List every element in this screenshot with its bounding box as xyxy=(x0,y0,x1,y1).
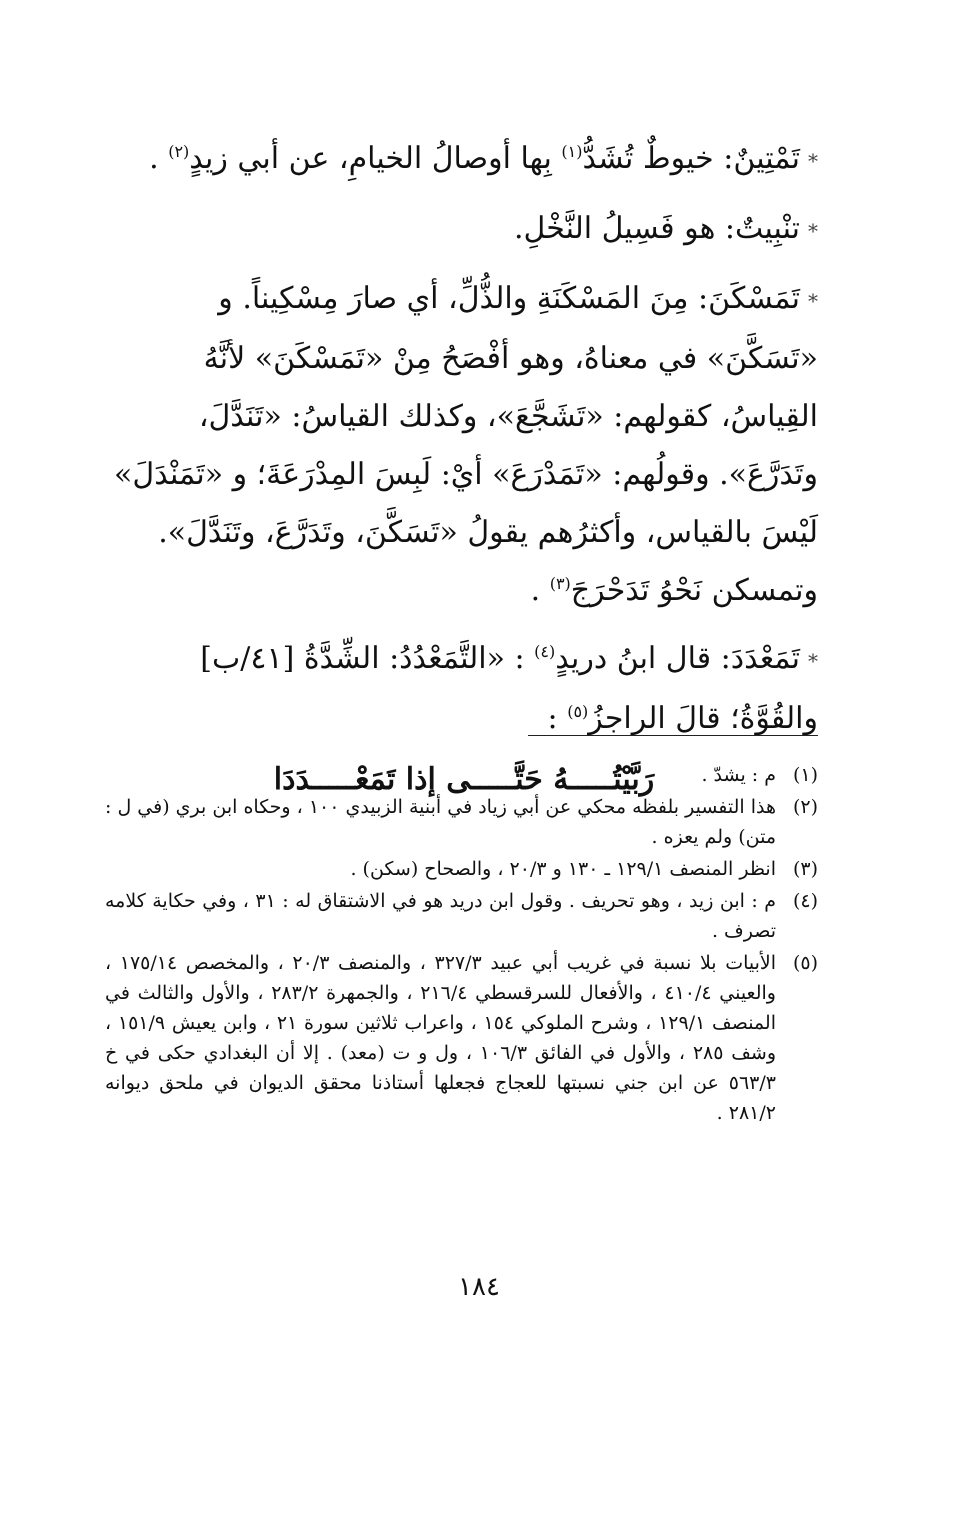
entry-tamaskana-text: *تَمَسْكَنَ: مِنَ المَسْكَنَةِ والذُّلِّ، أي صارَ مِسْكِيناً. و «تَسَكَّنَ» في معناهُ، وهو أفْصَحُ مِنْ «تَمَسْكَنَ» لأنَّهُ القِياسُ، كقولهم: «تَشَجَّعَ»، وكذلك القياسُ: «تَنَدَّلَ، وتَدَرَّعَ». وقولُهم: «تَمَدْرَعَ» أيْ: لَبِسَ المِدْرَعَةَ؛ و «تَمَنْدَلَ» لَيْسَ بالقياس، وأكثرُهم يقولُ «تَسَكَّنَ، وتَدَرَّعَ، وتَنَدَّلَ». وتمسكن نَحْوُ تَدَحْرَجَ$^{(٣)}$ . xyxy=(114,281,818,608)
entry-tamtin-text: *تَمْتِينٌ: خيوطٌ تُشَدُّ$^{(١)}$ بِها أوصالُ الخيامِ، عن أبي زيدٍ$^{(٢)}$ . xyxy=(149,141,818,176)
entry-tamaadada-text: *تَمَعْدَدَ: قال ابنُ دريدٍ$^{(٤)}$ : «التَّمَعْدُدُ: الشِّدَّةُ [٤١/ب] والقُوَّةُ؛ قالَ الراجزُ$^{(٥)}$ : xyxy=(200,641,818,736)
footnotes xyxy=(105,760,818,1130)
asterisk-icon: * xyxy=(808,149,818,173)
footnote-separator xyxy=(528,735,818,736)
asterisk-icon: * xyxy=(808,289,818,313)
entry-tanbit-text: *تنْبِيتٌ: هو فَسِيلُ النَّخْلِ. xyxy=(513,211,818,246)
footnote-2: (٢) هذا التفسير بلفظه محكي عن أبي زياد في أبنية الزبيدي ١٠٠ ، وحكاه ابن بري (في ل : متن) ولم يعزه . xyxy=(105,796,818,848)
footnote-3: (٣) انظر المنصف ١٢٩/١ ـ ١٣٠ و ٢٠/٣ ، والصحاح (سكن) . xyxy=(350,858,818,880)
entry-tanbit xyxy=(110,200,818,260)
footnote-1: (١) م : يشدّ . xyxy=(701,764,818,786)
asterisk-icon: * xyxy=(808,649,818,673)
page-number: ١٨٤ xyxy=(458,1272,500,1302)
verse-line: رَبَّيْتُـــــهُ حَتَّـــــى إذا تَمَعْـــــدَدَا xyxy=(273,762,655,797)
entry-tamaskana xyxy=(110,270,818,620)
footnote-4: (٤) م : ابن زيد ، وهو تحريف . وقول ابن دريد هو في الاشتقاق له : ٣١ ، وفي حكاية كلامه تصرف . xyxy=(105,890,818,942)
entry-tamtin xyxy=(110,130,818,190)
footnote-5: (٥) الأبيات بلا نسبة في غريب أبي عبيد ٣٢٧/٣ ، والمنصف ٢٠/٣ ، والمخصص ١٧٥/١٤ ، والعيني ٤١٠/٤ ، والأفعال للسرقسطي ٢١٦/٤ ، والجمهرة ٢٨٣/٢ ، والأول والثالث في المنصف ١٢٩/١ ، وشرح الملوكي ١٥٤ ، واعراب ثلاثين سورة ٢١ ، وابن يعيش ١٥١/٩ ، وشف ٢٨٥ ، والأول في الفائق ١٠٦/٣ ، ول و ت (معد) . إلا أن البغدادي حكى في خ ٥٦٣/٣ عن ابن جني نسبتها للعجاج فجعلها أستاذنا محقق الديوان في ملحق ديوانه ٢٨١/٢ . xyxy=(105,952,818,1124)
main-text xyxy=(110,130,818,797)
asterisk-icon: * xyxy=(808,219,818,243)
entry-tamaadada xyxy=(110,630,818,748)
